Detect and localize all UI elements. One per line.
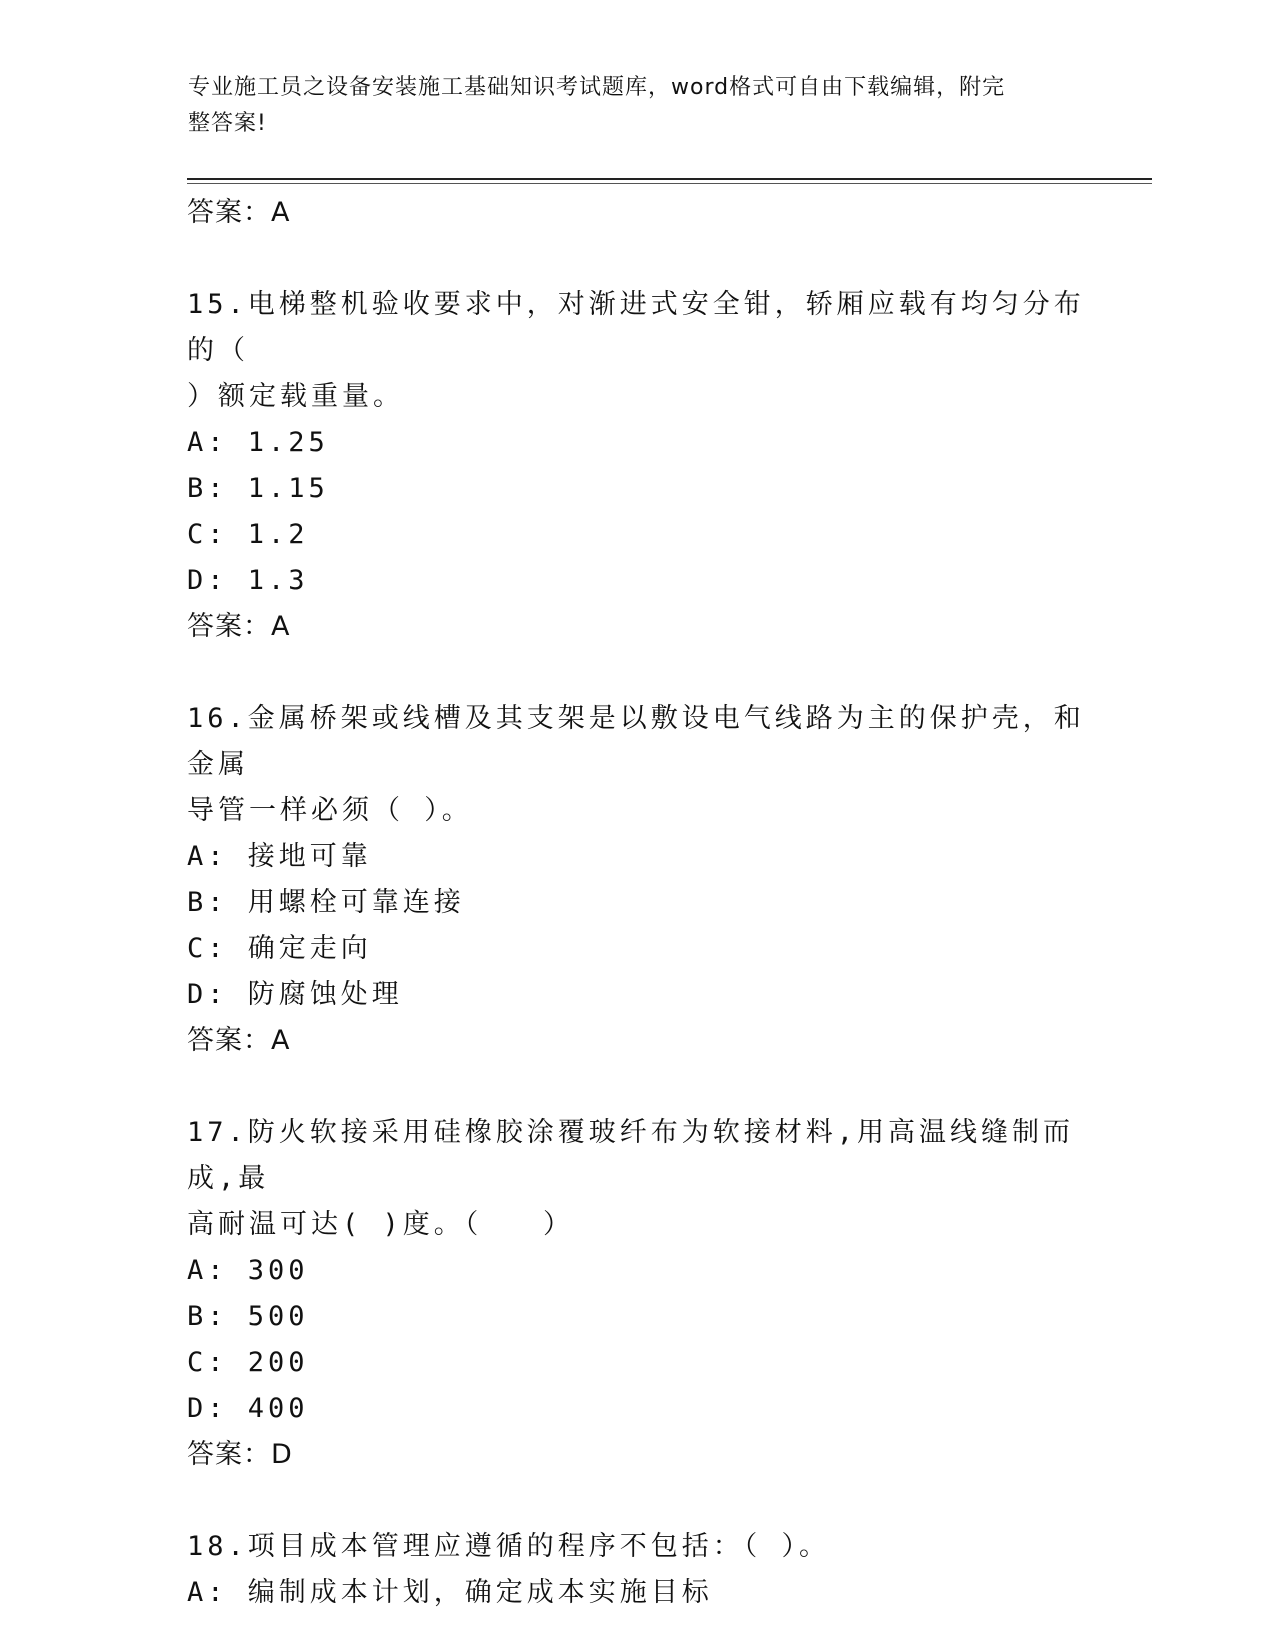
option-a: A: 1.25 bbox=[187, 427, 329, 458]
option-a: A: 编制成本计划，确定成本实施目标 bbox=[187, 1577, 713, 1608]
question-text-line-1: 16.金属桥架或线槽及其支架是以敷设电气线路为主的保护壳，和金属 bbox=[187, 703, 1085, 780]
answer-line: 答案：A bbox=[187, 1025, 291, 1056]
header-divider-thick bbox=[187, 178, 1152, 180]
question-17 bbox=[187, 1110, 1107, 1478]
header-title-line-1: 专业施工员之设备安装施工基础知识考试题库，word格式可自由下载编辑，附完 bbox=[188, 75, 1006, 100]
option-c: C: 200 bbox=[187, 1347, 309, 1378]
question-text-line-2: 高耐温可达( )度。（ ） bbox=[187, 1209, 575, 1240]
option-a: A: 300 bbox=[187, 1255, 309, 1286]
answer-line: 答案：A bbox=[187, 197, 291, 228]
option-d: D: 400 bbox=[187, 1393, 309, 1424]
answer-line: 答案：D bbox=[187, 1439, 293, 1470]
question-text-line-1: 17.防火软接采用硅橡胶涂覆玻纤布为软接材料,用高温线缝制而成,最 bbox=[187, 1117, 1075, 1194]
option-a: A: 接地可靠 bbox=[187, 841, 372, 872]
option-d: D: 防腐蚀处理 bbox=[187, 979, 403, 1010]
question-text-line-1: 18.项目成本管理应遵循的程序不包括：（ ）。 bbox=[187, 1531, 831, 1562]
answer-line: 答案：A bbox=[187, 611, 291, 642]
header-divider-thin bbox=[187, 183, 1152, 184]
option-b: B: 用螺栓可靠连接 bbox=[187, 887, 465, 918]
question-text-line-2: ）额定载重量。 bbox=[187, 381, 404, 412]
question-text-line-2: 导管一样必须（ ）。 bbox=[187, 795, 473, 826]
question-16 bbox=[187, 696, 1107, 1064]
page-header bbox=[188, 70, 1088, 142]
option-b: B: 500 bbox=[187, 1301, 309, 1332]
question-text-line-1: 15.电梯整机验收要求中，对渐进式安全钳，轿厢应载有均匀分布的（ bbox=[187, 289, 1085, 366]
question-15 bbox=[187, 282, 1107, 650]
question-18 bbox=[187, 1524, 1107, 1616]
option-d: D: 1.3 bbox=[187, 565, 309, 596]
option-b: B: 1.15 bbox=[187, 473, 329, 504]
document-body bbox=[187, 190, 1107, 1616]
header-title-line-2: 整答案! bbox=[188, 111, 267, 136]
option-c: C: 确定走向 bbox=[187, 933, 372, 964]
option-c: C: 1.2 bbox=[187, 519, 309, 550]
